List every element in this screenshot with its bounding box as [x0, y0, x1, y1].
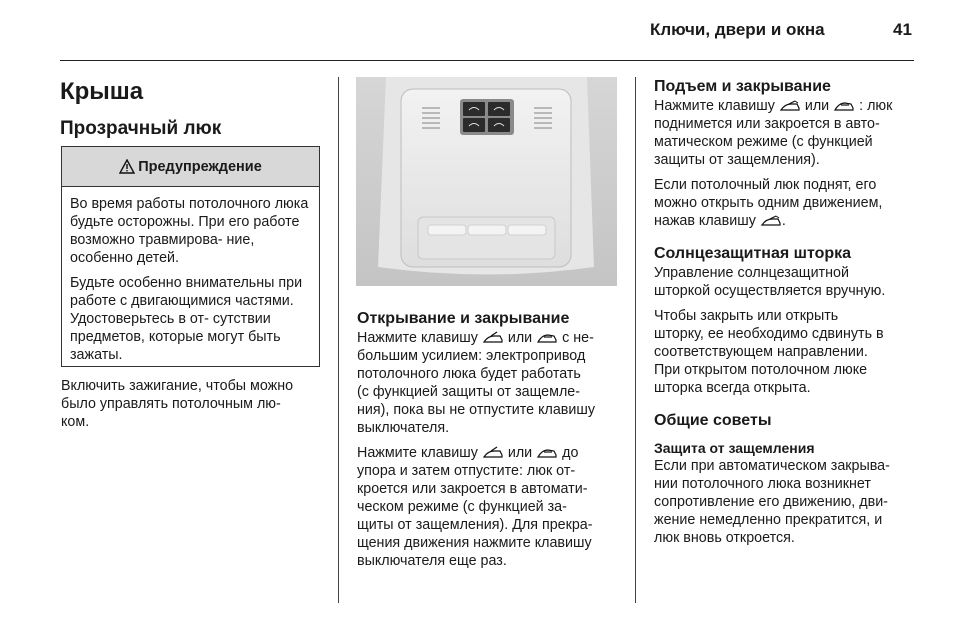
middle-text — [357, 309, 595, 570]
roof-open-icon — [482, 331, 504, 345]
text-line: щиты от защемления). Для прекра- — [357, 517, 593, 533]
page-number: 41 — [893, 20, 912, 39]
text-line: жение немедленно прекратится, и — [654, 512, 883, 528]
right-paragraph-1 — [654, 97, 892, 169]
text-line: ния), пока вы не отпустите клавишу — [357, 402, 595, 418]
text-line: ческом режиме (с функцией за- — [357, 499, 567, 515]
text-line: люка будьте осторожны. При его — [70, 196, 309, 230]
text-line: Управление солнцезащитной — [654, 265, 849, 281]
warning-paragraph-2 — [70, 274, 311, 364]
text-line: работе возможно травмирова- — [70, 214, 300, 248]
section-subheading: Прозрачный люк — [60, 118, 222, 139]
text-line — [357, 444, 595, 462]
text-line: кроется или закроется в автомати- — [357, 481, 588, 497]
tilt-heading: Подъем и закрывание — [654, 78, 831, 95]
warning-body — [62, 187, 319, 364]
text-line — [654, 97, 892, 115]
inline-text: или — [804, 98, 830, 114]
text-line: (с функцией защиты от защемле- — [357, 384, 581, 400]
text-line: Во время работы потолочного — [70, 196, 271, 212]
inline-text: : люк — [859, 98, 893, 114]
sunshade-heading: Солнцезащитная шторка — [654, 245, 852, 262]
warning-title: Предупреждение — [138, 158, 262, 175]
inline-text: с не- — [562, 330, 594, 346]
text-line: выключателя. — [357, 420, 450, 436]
text-line: Чтобы закрыть или открыть — [654, 308, 839, 324]
column-divider-2 — [635, 77, 636, 603]
column-divider-1 — [338, 77, 339, 603]
text-line: Если потолочный люк поднят, его — [654, 177, 877, 193]
text-line: соответствующем направлении. — [654, 344, 868, 360]
text-line: ком. — [61, 414, 90, 430]
roof-open-icon — [482, 446, 504, 460]
text-line: могут быть зажаты. — [70, 329, 281, 363]
pinch-protection-heading: Защита от защемления — [654, 440, 815, 456]
text-line: сопротивление его движению, дви- — [654, 494, 888, 510]
roof-close-icon — [833, 99, 855, 113]
inline-text: до — [562, 445, 579, 461]
general-tips-heading: Общие советы — [654, 412, 772, 429]
text-line: шторка всегда открыта. — [654, 380, 811, 396]
right-paragraph-2 — [654, 176, 892, 230]
roof-tilt-icon — [779, 99, 801, 113]
text-line: шторкой осуществляется вручную. — [654, 283, 886, 299]
text-line: было управлять потолочным лю- — [61, 396, 281, 412]
section-heading: Крыша — [60, 78, 144, 105]
roof-tilt-icon — [760, 214, 782, 228]
roof-close-icon — [536, 331, 558, 345]
header-title: Ключи, двери и окна — [650, 20, 825, 39]
right-paragraph-3 — [654, 264, 892, 300]
inline-text: Нажмите клавишу — [357, 330, 478, 346]
text-line: выключателя еще раз. — [357, 553, 507, 569]
right-paragraph-4 — [654, 307, 892, 397]
inline-text: Нажмите клавишу — [357, 445, 478, 461]
text-line: ние, особенно детей. — [70, 232, 255, 266]
text-line: шторку, ее необходимо сдвинуть в — [654, 326, 884, 342]
open-close-heading: Открывание и закрывание — [357, 310, 570, 327]
text-line: потолочного люка будет работать — [357, 366, 581, 382]
roof-close-icon — [536, 446, 558, 460]
middle-paragraph-2 — [357, 444, 595, 570]
roof-console-photo — [356, 77, 617, 286]
text-line: Будьте особенно внимательны — [70, 275, 275, 291]
text-line: при работе с двигающимися — [70, 275, 303, 309]
text-line: поднимется или закроется в авто- — [654, 116, 880, 132]
text-line: При открытом потолочном люке — [654, 362, 868, 378]
middle-paragraph-1 — [357, 329, 595, 437]
left-after-text — [61, 377, 293, 431]
text-line: большим усилием: электропривод — [357, 348, 586, 364]
right-text — [654, 77, 892, 547]
header-rule — [60, 60, 914, 61]
text-line: матическом режиме (с функцией — [654, 134, 873, 150]
text-line: защиты от защемления). — [654, 152, 820, 168]
text-line: щения движения нажмите клавишу — [357, 535, 592, 551]
inline-text: или — [507, 330, 533, 346]
text-line — [357, 329, 595, 347]
inline-text: нажав клавишу — [654, 213, 756, 229]
text-line: люк вновь откроется. — [654, 530, 795, 546]
text-line: нии потолочного люка возникнет — [654, 476, 871, 492]
text-line: сутствии предметов, которые — [70, 311, 271, 345]
warning-paragraph-1 — [70, 195, 311, 267]
warning-triangle-icon — [119, 159, 135, 174]
right-paragraph-5 — [654, 457, 892, 547]
text-line: упора и затем отпустите: люк от- — [357, 463, 576, 479]
text-line: частями. Удостоверьтесь в от- — [70, 293, 294, 327]
warning-box — [61, 146, 320, 367]
inline-text: . — [781, 213, 786, 229]
inline-text: или — [507, 445, 533, 461]
warning-header — [62, 147, 319, 187]
text-line — [654, 212, 892, 230]
text-line: можно открыть одним движением, — [654, 195, 883, 211]
inline-text: Нажмите клавишу — [654, 98, 775, 114]
text-line: Если при автоматическом закрыва- — [654, 458, 890, 474]
text-line: Включить зажигание, чтобы можно — [61, 378, 294, 394]
